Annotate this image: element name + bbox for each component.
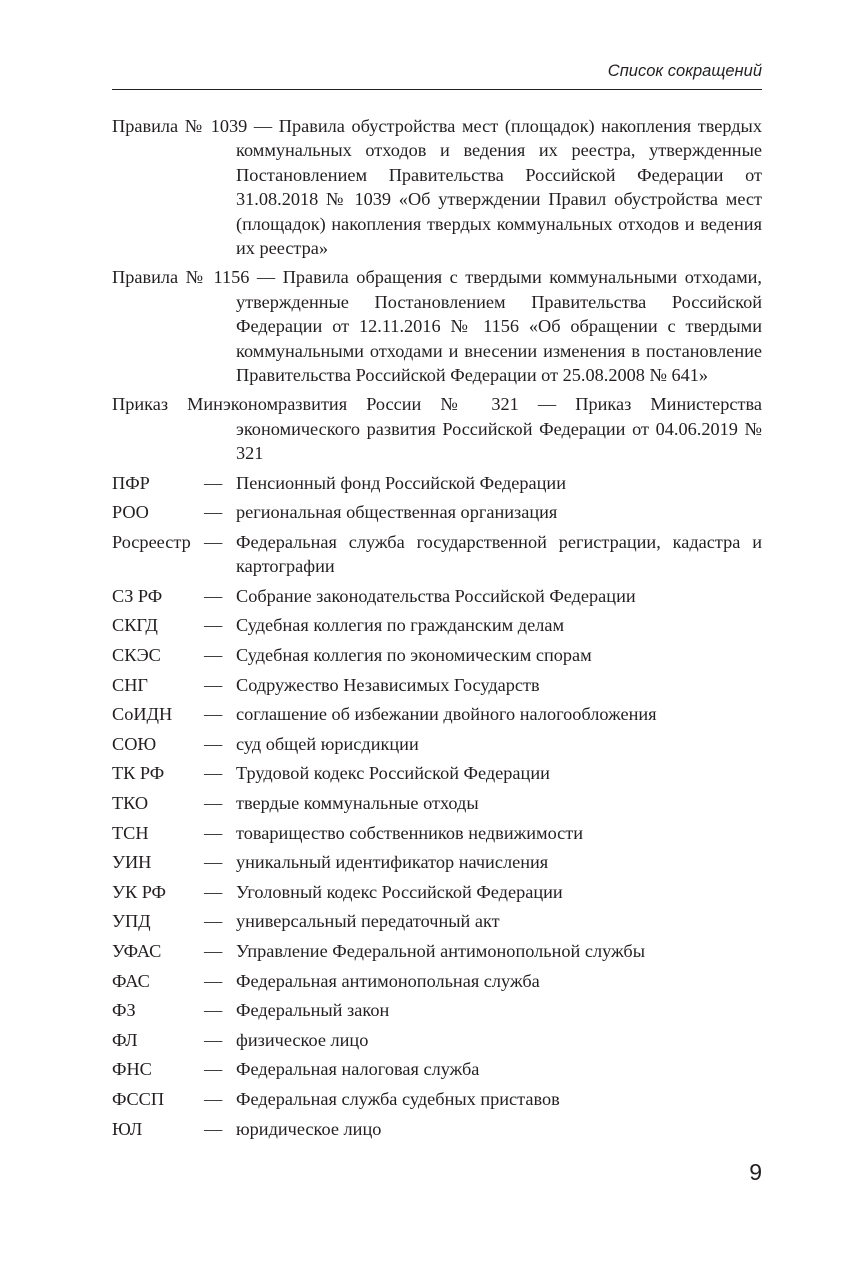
abbr-meaning: Федеральная антимонопольная служба <box>236 970 540 991</box>
abbr-dash: — <box>204 1118 223 1139</box>
abbr-meaning: региональная общественная организация <box>236 502 558 523</box>
abbr-row <box>112 1028 762 1052</box>
abbr-dash: — <box>204 852 223 873</box>
abbr-term: ФАС <box>112 970 150 991</box>
entry-term: Приказ Минэкономразвития России № 321 <box>112 394 519 415</box>
abbr-meaning: Судебная коллегия по экономическим спорам <box>236 645 592 666</box>
abbr-row <box>112 880 762 904</box>
abbr-meaning: Трудовой кодекс Российской Федерации <box>236 763 550 784</box>
abbr-row <box>112 500 762 524</box>
entry-term: Правила № 1156 <box>112 267 250 288</box>
abbr-meaning: товарищество собственников недвижимости <box>236 822 584 843</box>
abbr-meaning: Федеральная служба судебных приставов <box>236 1088 560 1109</box>
abbr-term: ПФР <box>112 472 150 493</box>
abbr-term: СКЭС <box>112 645 161 666</box>
abbr-meaning: Судебная коллегия по гражданским делам <box>236 615 565 636</box>
abbr-term: ФССП <box>112 1088 165 1109</box>
abbr-row <box>112 1117 762 1141</box>
abbr-meaning: Собрание законодательства Российской Федерации <box>236 585 636 606</box>
abbr-row <box>112 939 762 963</box>
abbr-row <box>112 613 762 637</box>
long-entry-rules-1156 <box>112 265 762 387</box>
abbr-meaning: Уголовный кодекс Российской Федерации <box>236 881 563 902</box>
abbr-meaning: юридическое лицо <box>236 1118 382 1139</box>
abbr-row <box>112 850 762 874</box>
entry-dash: — <box>537 394 557 415</box>
abbr-row <box>112 761 762 785</box>
abbr-term: УИН <box>112 852 152 873</box>
abbr-row <box>112 702 762 726</box>
abbr-dash: — <box>204 502 223 523</box>
long-entry-order-321 <box>112 392 762 465</box>
abbr-meaning: Пенсионный фонд Российской Федерации <box>236 472 566 493</box>
abbr-dash: — <box>204 970 223 991</box>
running-head-title: Список сокращений <box>607 62 762 80</box>
abbr-dash: — <box>204 1000 223 1021</box>
abbr-meaning: Федеральная налоговая служба <box>236 1059 480 1080</box>
abbr-dash: — <box>204 881 223 902</box>
entry-definition: Правила обустройства мест (площадок) накопления твердых коммунальных отходов и ведения их реестра, утвержденные Постановлением Правительства Российской Федерации от 31.08.2018 № 1039 «Об утверждении Правил обустройства мест (площадок) накопления твердых коммунальных отходов и ведения их реестра» <box>236 116 762 259</box>
abbr-meaning: Федеральная служба государственной регистрации, кадастра и картографии <box>236 531 762 577</box>
entry-dash: — <box>253 116 273 136</box>
abbr-row <box>112 969 762 993</box>
abbr-dash: — <box>204 763 223 784</box>
abbr-row <box>112 673 762 697</box>
abbr-term: ФНС <box>112 1059 152 1080</box>
abbr-row <box>112 584 762 608</box>
abbr-dash: — <box>204 822 223 843</box>
abbr-meaning: твердые коммунальные отходы <box>236 793 479 814</box>
abbr-row <box>112 1057 762 1081</box>
long-entry-rules-1039 <box>112 114 762 260</box>
abbr-row <box>112 471 762 495</box>
abbr-meaning: Содружество Независимых Государств <box>236 674 540 695</box>
abbr-term: РОО <box>112 502 149 523</box>
entry-definition: Правила обращения с твердыми коммунальными отходами, утвержденные Постановлением Правительства Российской Федерации от 12.11.2016 № 1156 «Об обращении с твердыми коммунальными отходами и внесении изменения в постановление Правительства Российской Федерации от 25.08.2008 № 641» <box>236 267 762 386</box>
abbr-term: ФЛ <box>112 1029 138 1050</box>
abbr-term: ТК РФ <box>112 763 165 784</box>
abbr-term: УК РФ <box>112 881 167 902</box>
abbr-dash: — <box>204 704 223 725</box>
abbreviation-list <box>112 114 762 1146</box>
page-number: 9 <box>749 1159 762 1185</box>
abbr-meaning: универсальный передаточный акт <box>236 911 500 932</box>
abbr-dash: — <box>204 585 223 606</box>
abbr-meaning: Федеральный закон <box>236 1000 390 1021</box>
abbr-dash: — <box>204 793 223 814</box>
abbr-row <box>112 998 762 1022</box>
abbr-term: УФАС <box>112 941 162 961</box>
abbr-row <box>112 909 762 933</box>
abbr-meaning: суд общей юрисдикции <box>236 733 419 754</box>
abbr-meaning: физическое лицо <box>236 1029 369 1050</box>
abbr-dash: — <box>204 531 223 552</box>
abbr-term: УПД <box>112 911 151 932</box>
abbr-row <box>112 791 762 815</box>
abbr-term: СЗ РФ <box>112 585 163 606</box>
abbr-dash: — <box>204 472 223 493</box>
abbr-row <box>112 821 762 845</box>
abbr-dash: — <box>204 941 223 961</box>
abbr-row <box>112 643 762 667</box>
abbr-term: СНГ <box>112 674 148 695</box>
abbr-dash: — <box>204 1029 223 1050</box>
abbr-term: ЮЛ <box>112 1118 143 1139</box>
abbr-meaning: уникальный идентификатор начисления <box>236 852 549 873</box>
entry-definition: Приказ Министерства экономического развития Российской Федерации от 04.06.2019 № 321 <box>236 394 762 464</box>
abbr-term: Росреестр <box>112 531 191 552</box>
header-divider <box>112 89 762 90</box>
abbr-row <box>112 1087 762 1111</box>
abbr-term: ФЗ <box>112 1000 136 1021</box>
abbr-dash: — <box>204 733 223 754</box>
entry-term: Правила № 1039 <box>112 116 248 136</box>
abbr-term: ТКО <box>112 793 149 814</box>
abbr-row <box>112 732 762 756</box>
abbr-term: СоИДН <box>112 704 173 725</box>
abbr-dash: — <box>204 645 223 666</box>
abbr-row <box>112 530 762 579</box>
abbr-dash: — <box>204 911 223 932</box>
abbr-dash: — <box>204 674 223 695</box>
abbr-dash: — <box>204 1088 223 1109</box>
entry-dash: — <box>256 267 276 288</box>
abbr-term: ТСН <box>112 822 149 843</box>
abbr-term: СКГД <box>112 615 158 636</box>
abbr-meaning: соглашение об избежании двойного налогообложения <box>236 704 657 725</box>
abbr-meaning: Управление Федеральной антимонопольной службы <box>236 941 645 961</box>
abbr-dash: — <box>204 615 223 636</box>
abbr-term: СОЮ <box>112 733 157 754</box>
abbr-dash: — <box>204 1059 223 1080</box>
